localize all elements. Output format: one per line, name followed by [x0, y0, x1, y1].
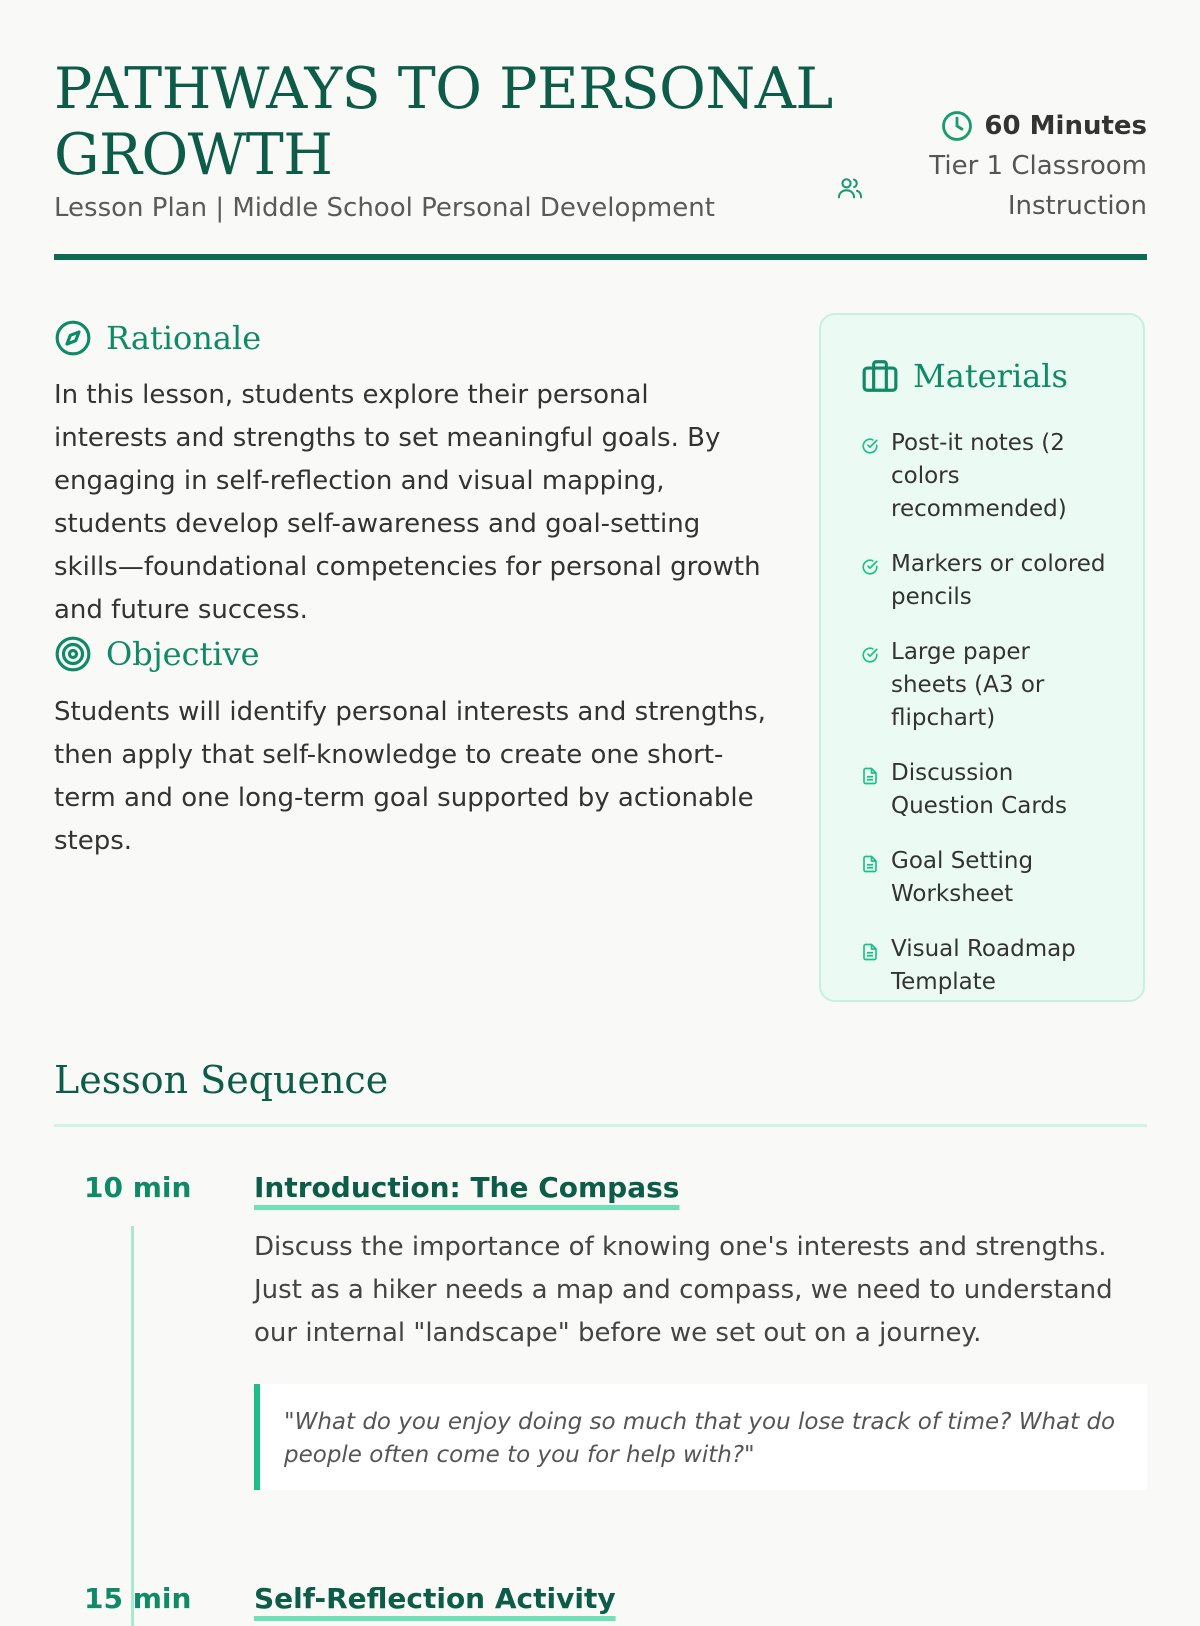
briefcase-icon	[861, 357, 899, 395]
duration-label: 60 Minutes	[984, 111, 1147, 141]
users-icon	[836, 174, 864, 202]
list-item	[861, 933, 1111, 999]
check-circle-icon	[861, 646, 879, 664]
document-icon	[861, 943, 879, 961]
objective-text: Students will identify personal interests and strengths, then apply that self-knowledge to create one short-term and one long-term goal supported by actionable steps.	[54, 697, 766, 856]
step-title: Introduction: The Compass	[254, 1171, 680, 1204]
step-title: Self-Reflection Activity	[254, 1582, 616, 1615]
lesson-plan-page	[54, 0, 1147, 1615]
materials-card	[819, 313, 1145, 1002]
material-label: Discussion Question Cards	[891, 760, 1067, 819]
objective-heading	[54, 635, 260, 673]
material-label: Markers or colored pencils	[891, 551, 1106, 610]
document-icon	[861, 855, 879, 873]
timeline-line	[131, 1226, 134, 1626]
material-label: Post-it notes (2 colors recommended)	[891, 430, 1067, 522]
step-time: 10 min	[84, 1171, 192, 1204]
lesson-meta	[927, 106, 1147, 226]
target-icon	[54, 635, 92, 673]
page-subtitle: Lesson Plan | Middle School Personal Development	[54, 193, 715, 223]
document-icon	[861, 767, 879, 785]
clock-icon	[940, 109, 974, 143]
materials-heading	[861, 357, 1068, 395]
step-time: 15 min	[84, 1582, 192, 1615]
sequence-divider	[54, 1124, 1147, 1127]
duration	[927, 106, 1147, 146]
tier-label: Tier 1 Classroom Instruction	[929, 151, 1147, 221]
step-quote: "What do you enjoy doing so much that you lose track of time? What do people often come to you for help with?"	[254, 1384, 1147, 1490]
rationale-text: In this lesson, students explore their personal interests and strengths to set meaningful goals. By engaging in self-reflection and visual mapping, students develop self-awareness and goal-setting skills—foundational competencies for personal growth and future success.	[54, 380, 761, 625]
objective-title: Objective	[106, 635, 260, 673]
sequence-title: Lesson Sequence	[54, 1058, 389, 1102]
list-item	[861, 636, 1111, 735]
page-title: PATHWAYS TO PERSONAL GROWTH	[54, 56, 833, 188]
check-circle-icon	[861, 558, 879, 576]
materials-list	[861, 427, 1111, 1021]
step-description: Discuss the importance of knowing one's interests and strengths. Just as a hiker needs a map and compass, we need to understand our internal "landscape" before we set out on a journey.	[254, 1232, 1113, 1348]
list-item	[861, 548, 1111, 614]
check-circle-icon	[861, 437, 879, 455]
list-item	[861, 427, 1111, 526]
material-label: Large paper sheets (A3 or flipchart)	[891, 639, 1045, 731]
materials-title: Materials	[913, 357, 1068, 395]
rationale-title: Rationale	[106, 319, 262, 357]
material-label: Goal Setting Worksheet	[891, 848, 1034, 907]
rationale-heading	[54, 319, 261, 357]
list-item	[861, 757, 1111, 823]
compass-icon	[54, 319, 92, 357]
material-label: Visual Roadmap Template	[891, 936, 1076, 995]
header-divider	[54, 254, 1147, 260]
list-item	[861, 845, 1111, 911]
